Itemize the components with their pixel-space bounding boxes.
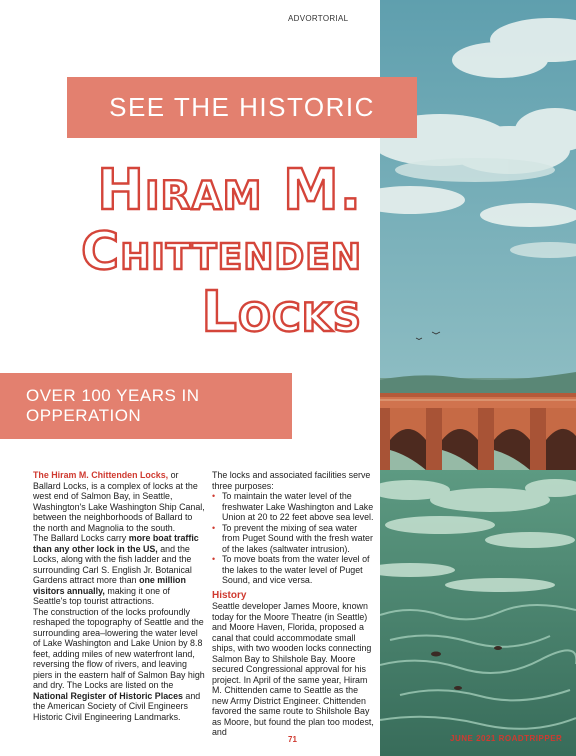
paragraph-text: and the American Society of Civil Engineers Historic Civil Engineering Landmarks. [33,690,201,722]
paragraph-text: The construction of the locks profoundly reshaped the topography of Seattle and the surrounding area–lowering the water level of Lake Washington and Lake Union by 8.8 feet, adding miles of new waterfront land, reversing the flow of rivers, and leaving piers in the eastern half of Salmon Bay high and dry. [33,606,205,690]
footer-issue: JUNE 2021 ROADTRIPPER [450,734,563,743]
title-line-1: Hiram M. [97,158,362,223]
bold-text: more boat traffic than any other lock in the US, [33,533,199,554]
article-column-2 [212,470,376,738]
banner-mid-text: OVER 100 YEARS IN OPPERATION [26,386,200,425]
see-historic-banner [67,77,417,138]
banner-top-text: SEE THE HISTORIC [109,92,375,122]
article-column-1 [33,470,205,722]
title-line-2: Chittenden [81,222,362,282]
bold-text: one million visitors annually, [33,575,186,596]
paragraph-traffic [33,533,205,607]
lead-term: The Hiram M. Chittenden Locks, [33,470,169,480]
bullet-item: • To maintain the water level of the freshwater Lake Washington and Lake Union at 20 to 22 feet above sea level. [212,491,376,523]
paragraph-text: The Locks are listed on the [64,680,174,690]
paragraph-text: making it one of Seattle's top tourist attractions. [33,585,170,606]
bullet-item: • To move boats from the water level of the lakes to the water level of Puget Sound, and vice versa. [212,554,376,586]
advertorial-label: ADVORTORIAL [288,14,349,23]
years-banner [0,373,292,439]
bold-text: National Register of Historic Places [33,690,183,701]
history-heading: History [212,589,247,601]
paragraph-text: The Ballard Locks carry [33,533,129,543]
paragraph-text: and the Locks, along with the fish ladder and the surrounding Carl S. English Jr. Botanical Gardens attract more than [33,543,192,585]
history-paragraph: Seattle developer James Moore, known today for the Moore Theatre (in Seattle) and Moore Haven, Florida, proposed a canal that could accommodate small ships, with two wooden locks connecting Salmon Bay to Shilshole Bay. Moore secured Congressional approval for his project. In April of the same year, Hiram M. Chittenden came to Seattle as the new Army District Engineer. Chittenden favored the same route to Shilshole Bay as Moore, but found the plan too modest, and [212,601,374,737]
bullet-item: • To prevent the mixing of sea water from Puget Sound with the fresh water of the lakes (saltwater intrusion). [212,523,376,555]
paragraph-text: or Ballard Locks, is a complex of locks at the west end of Salmon Bay, in Seattle, Washington's Lake Washington Ship Canal, between the neighborhoods of Ballard to the north and Magnolia to the south. [33,470,205,533]
title-line-3: Locks [201,280,362,345]
paragraph-construction [33,607,205,723]
purposes-intro: The locks and associated facilities serve three purposes: [212,470,371,491]
page-number: 71 [288,735,297,744]
paragraph-intro [33,470,205,533]
